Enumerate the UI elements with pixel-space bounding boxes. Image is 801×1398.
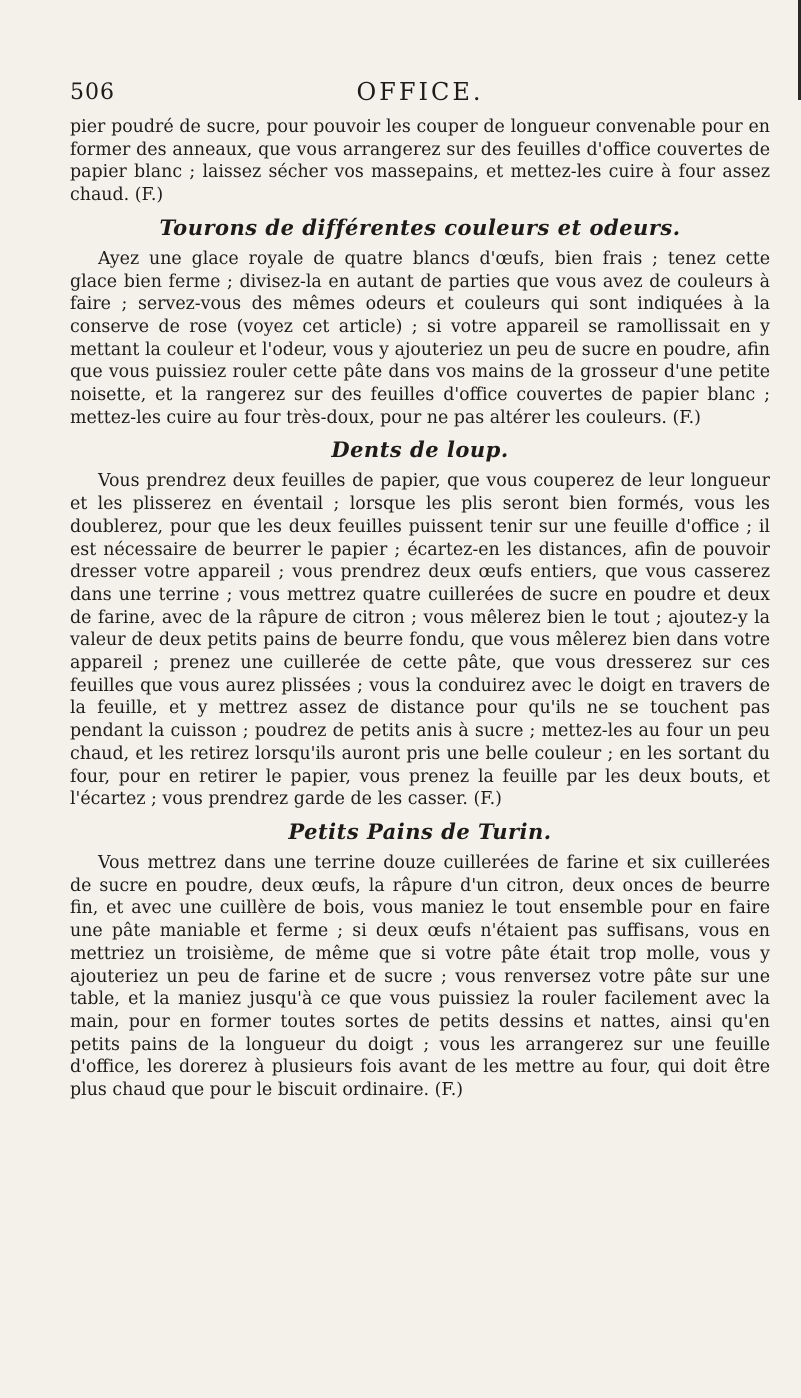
page-number: 506 — [70, 80, 115, 105]
section-text-petits-pains: Vous mettrez dans une terrine douze cuillerées de farine et six cuillerées de sucre en poudre, deux œufs, la râpure d'un citron, deux onces de beurre fin, et avec une cuillère de bois, vous maniez le tout ensemble pour en faire une pâte maniable et ferme ; si deux œufs n'étaient pas suffisans, vous en mettriez un troisième, de même que si votre pâte était trop molle, vous y ajouteriez un peu de farine et de sucre ; vous renversez votre pâte sur une table, et la maniez jusqu'à ce que vous puissiez la rouler facilement avec la main, pour en former toutes sortes de petits dessins et nattes, ainsi qu'en petits pains de la longueur du doigt ; vous les arrangerez sur une feuille d'office, les dorerez à plusieurs fois avant de les mettre au four, qui doit être plus chaud que pour le biscuit ordinaire. (F.) — [70, 852, 770, 1101]
section-title-petits-pains: Petits Pains de Turin. — [288, 818, 552, 844]
section-title-tourons: Tourons de différentes couleurs et odeurs. — [159, 214, 681, 240]
section-text-dents-de-loup: Vous prendrez deux feuilles de papier, que vous couperez de leur longueur et les plisserez en éventail ; lorsque les plis seront bien formés, vous les doublerez, pour que les deux feuilles puissent tenir sur une feuille d'office ; il est nécessaire de beurrer le papier ; écartez-en les distances, afin de pouvoir dresser votre appareil ; vous prendrez deux œufs entiers, que vous casserez dans une terrine ; vous mettrez quatre cuillerées de sucre en poudre et deux de farine, avec de la râpure de citron ; vous mêlerez bien le tout ; ajoutez-y la valeur de deux petits pains de beurre fondu, que vous mêlerez bien dans votre appareil ; prenez une cuillerée de cette pâte, que vous dresserez sur ces feuilles que vous aurez plissées ; vous la conduirez avec le doigt en travers de la feuille, et y mettrez assez de distance pour qu'ils ne se touchent pas pendant la cuisson ; poudrez de petits anis à sucre ; mettez-les au four un peu chaud, et les retirez lorsqu'ils auront pris une belle couleur ; en les sortant du four, pour en retirer le papier, vous prenez la feuille par les deux bouts, et l'écartez ; vous prendrez garde de les casser. (F.) — [70, 471, 770, 810]
section-text-tourons: Ayez une glace royale de quatre blancs d'œufs, bien frais ; tenez cette glace bien ferme ; divisez-la en autant de parties que vous avez de couleurs à faire ; servez-vous des mêmes odeurs et couleurs qui sont indiquées à la conserve de rose (voyez cet article) ; si votre appareil se ramollissait en y mettant la couleur et l'odeur, vous y ajouteriez un peu de sucre en poudre, afin que vous puissiez rouler cette pâte dans vos mains de la grosseur d'une petite noisette, et la rangerez sur des feuilles d'office couvertes de papier blanc ; mettez-les cuire au four très-doux, pour ne pas altérer les couleurs. (F.) — [70, 248, 770, 428]
section-title-dents-de-loup: Dents de loup. — [331, 437, 509, 463]
running-title: OFFICE. — [356, 78, 484, 106]
running-head — [70, 68, 770, 116]
continuation-paragraph: pier poudré de sucre, pour pouvoir les couper de longueur convenable pour en former des anneaux, que vous arrangerez sur des feuilles d'office couvertes de papier blanc ; laissez sécher vos massepains, et mettez-les cuire à four assez chaud. (F.) — [70, 117, 770, 206]
book-page — [70, 68, 770, 1102]
